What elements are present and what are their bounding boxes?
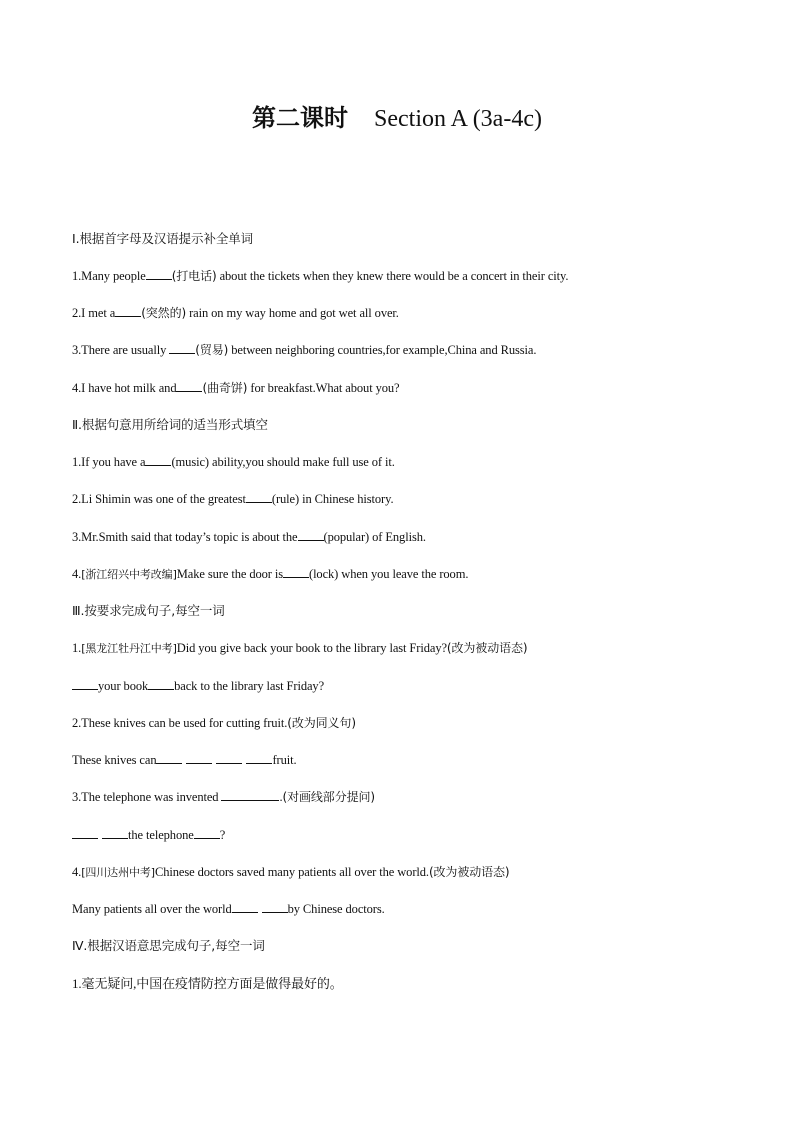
question-text: 3.Mr.Smith said that today’s topic is about the <box>72 530 298 544</box>
answer-blank[interactable] <box>246 490 272 503</box>
question-1-2 <box>72 304 732 322</box>
question-source: [四川达州中考] <box>81 866 155 879</box>
answer-blank[interactable] <box>298 528 324 541</box>
chinese-hint: (曲奇饼) <box>202 381 248 395</box>
question-text: (rule) in Chinese history. <box>271 492 394 506</box>
question-text: . <box>279 790 283 804</box>
question-text: (popular) of English. <box>323 530 426 544</box>
question-text: about the tickets when they knew there would be a concert in their city. <box>216 269 569 283</box>
instruction-hint: (改为同义句) <box>287 716 356 730</box>
page-title <box>0 100 794 137</box>
answer-blank[interactable] <box>246 751 272 764</box>
answer-blank[interactable] <box>156 751 182 764</box>
question-3-4 <box>72 863 732 882</box>
answer-blank[interactable] <box>72 826 98 839</box>
question-text: Many patients all over the world <box>72 902 232 916</box>
answer-line-3-4 <box>72 900 732 918</box>
question-3-2 <box>72 714 732 732</box>
question-text: (music) ability,you should make full use of it. <box>171 455 395 469</box>
chinese-hint: (打电话) <box>171 269 217 283</box>
section-4-heading: Ⅳ.根据汉语意思完成句子,每空一词 <box>72 938 265 953</box>
question-text: 1.Many people <box>72 269 146 283</box>
question-text: fruit. <box>272 753 297 767</box>
question-text: 2.Li Shimin was one of the greatest <box>72 492 246 506</box>
answer-blank[interactable] <box>194 826 220 839</box>
question-text: Chinese doctors saved many patients all over the world. <box>154 865 429 879</box>
question-text: rain on my way home and got wet all over. <box>186 306 399 320</box>
instruction-hint: (改为被动语态) <box>446 641 528 655</box>
question-text: 3.There are usually <box>72 343 170 357</box>
question-text: 3.The telephone was invented <box>72 790 222 804</box>
title-section: Section A (3a-4c) <box>374 106 542 132</box>
section-1-heading: Ⅰ.根据首字母及汉语提示补全单词 <box>72 231 254 246</box>
answer-blank[interactable] <box>176 379 202 392</box>
answer-blank[interactable] <box>232 900 258 913</box>
underlined-part <box>221 788 279 801</box>
question-3-3 <box>72 788 732 806</box>
answer-blank[interactable] <box>262 900 288 913</box>
chinese-hint: (突然的) <box>141 306 187 320</box>
question-text: Make sure the door is <box>176 567 283 581</box>
answer-blank[interactable] <box>115 304 141 317</box>
section-3-heading: Ⅲ.按要求完成句子,每空一词 <box>72 603 225 618</box>
question-text: Did you give back your book to the library last Friday? <box>176 641 447 655</box>
answer-blank[interactable] <box>145 453 171 466</box>
question-text: for breakfast.What about you? <box>247 381 400 395</box>
answer-line-3-1 <box>72 677 732 695</box>
question-1-3 <box>72 341 732 359</box>
answer-line-3-2 <box>72 751 732 769</box>
question-text: the telephone <box>128 828 194 842</box>
question-text: back to the library last Friday? <box>174 679 325 693</box>
answer-blank[interactable] <box>102 826 128 839</box>
question-text: your book <box>98 679 149 693</box>
question-number: 1. <box>72 641 82 655</box>
question-2-2 <box>72 490 732 508</box>
question-text: ? <box>219 828 226 842</box>
title-chinese: 第二课时 <box>252 104 349 132</box>
answer-blank[interactable] <box>283 565 309 578</box>
question-1-4 <box>72 379 732 397</box>
question-source: [黑龙江牡丹江中考] <box>81 642 177 655</box>
answer-blank[interactable] <box>169 341 195 354</box>
question-2-1 <box>72 453 732 471</box>
question-text: 1.If you have a <box>72 455 146 469</box>
answer-blank[interactable] <box>148 677 174 690</box>
question-text: These knives can <box>72 753 157 767</box>
chinese-hint: (贸易) <box>195 343 229 357</box>
question-2-3 <box>72 528 732 546</box>
question-2-4 <box>72 565 732 584</box>
answer-blank[interactable] <box>186 751 212 764</box>
question-4-1: 1.毫无疑问,中国在疫情防控方面是做得最好的。 <box>72 976 343 991</box>
answer-blank[interactable] <box>216 751 242 764</box>
answer-blank[interactable] <box>146 267 172 280</box>
question-3-1 <box>72 639 732 658</box>
question-source: [浙江绍兴中考改编] <box>81 568 177 581</box>
question-number: 4. <box>72 567 82 581</box>
question-text: 4.I have hot milk and <box>72 381 177 395</box>
instruction-hint: (改为被动语态) <box>428 865 510 879</box>
instruction-hint: (对画线部分提问) <box>282 790 375 804</box>
answer-line-3-3 <box>72 826 732 844</box>
question-1-1 <box>72 267 732 285</box>
question-text: 2.These knives can be used for cutting fruit. <box>72 716 288 730</box>
section-2-heading: Ⅱ.根据句意用所给词的适当形式填空 <box>72 417 268 432</box>
question-text: between neighboring countries,for example,China and Russia. <box>228 343 537 357</box>
question-text: by Chinese doctors. <box>287 902 385 916</box>
question-number: 4. <box>72 865 82 879</box>
answer-blank[interactable] <box>72 677 98 690</box>
question-text: (lock) when you leave the room. <box>309 567 469 581</box>
question-text: 2.I met a <box>72 306 116 320</box>
